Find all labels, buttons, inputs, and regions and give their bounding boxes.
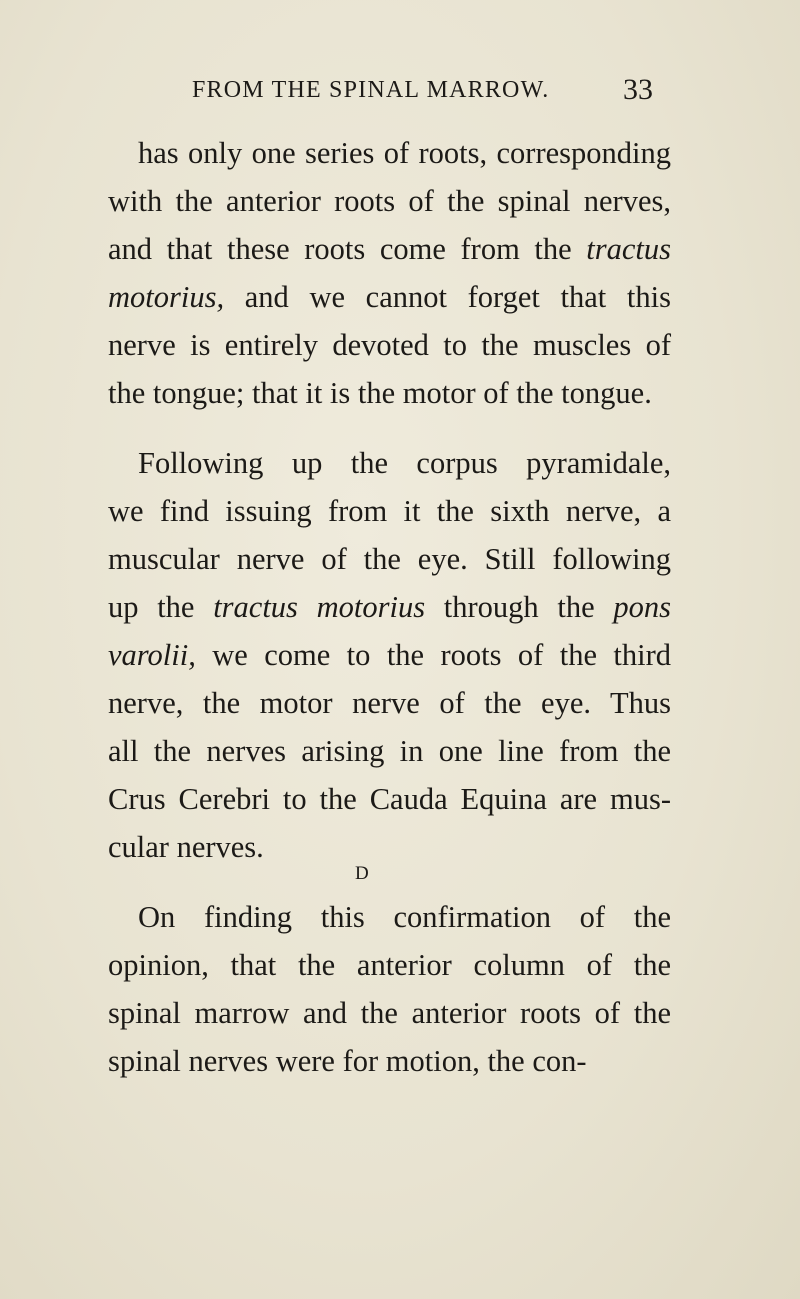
text-run: up the xyxy=(108,590,214,624)
text-run: with the anterior roots of the spinal nerves, xyxy=(108,184,671,218)
italic-run: motorius, xyxy=(108,280,225,314)
text-run: On finding this confirmation of the xyxy=(138,900,671,934)
running-title: FROM THE SPINAL MARROW. xyxy=(192,77,550,103)
text-run: through the xyxy=(425,590,614,624)
text-run: and we cannot forget that this xyxy=(224,280,671,314)
text-line xyxy=(108,583,671,631)
text-run: we find issuing from it the sixth nerve, a xyxy=(108,494,671,528)
text-line xyxy=(108,893,671,941)
text-run: spinal marrow and the anterior roots of the xyxy=(108,996,671,1030)
text-line xyxy=(108,273,671,321)
text-line xyxy=(108,727,671,775)
text-run: muscular nerve of the eye. Still following xyxy=(108,542,671,576)
signature-mark: D xyxy=(355,863,370,884)
text-line xyxy=(108,369,671,417)
text-line xyxy=(108,439,671,487)
text-run: nerve is entirely devoted to the muscles of xyxy=(108,328,671,362)
text-run: opinion, that the anterior column of the xyxy=(108,948,671,982)
text-run: spinal nerves were for motion, the con- xyxy=(108,1044,587,1078)
italic-run: varolii, xyxy=(108,638,196,672)
body-text xyxy=(108,129,671,1085)
text-run: Crus Cerebri to the Cauda Equina are mus- xyxy=(108,782,671,816)
text-line xyxy=(108,535,671,583)
text-run: all the nerves arising in one line from the xyxy=(108,734,671,768)
text-line xyxy=(108,775,671,823)
italic-run: tractus xyxy=(586,232,671,266)
italic-run: pons xyxy=(613,590,671,624)
text-run: the tongue; that it is the motor of the tongue. xyxy=(108,376,652,410)
italic-run: tractus motorius xyxy=(213,590,426,624)
text-run: and that these roots come from the xyxy=(108,232,587,266)
text-line xyxy=(108,487,671,535)
text-run: cular nerves. xyxy=(108,830,264,864)
text-line xyxy=(108,177,671,225)
page-number: 33 xyxy=(623,73,653,106)
running-head xyxy=(0,73,800,113)
text-run: has only one series of roots, corresponding xyxy=(138,136,671,170)
text-line xyxy=(108,321,671,369)
paragraph xyxy=(108,893,671,1085)
paragraph-gap xyxy=(108,871,671,893)
text-line xyxy=(108,989,671,1037)
text-run: Following up the corpus pyramidale, xyxy=(138,446,671,480)
text-run: nerve, the motor nerve of the eye. Thus xyxy=(108,686,671,720)
text-line xyxy=(108,823,671,871)
text-line xyxy=(108,631,671,679)
paragraph-gap xyxy=(108,417,671,439)
paragraph xyxy=(108,439,671,871)
text-line xyxy=(108,225,671,273)
text-line xyxy=(108,129,671,177)
text-line xyxy=(108,941,671,989)
text-run: we come to the roots of the third xyxy=(195,638,671,672)
paragraph xyxy=(108,129,671,417)
text-line xyxy=(108,1037,671,1085)
text-line xyxy=(108,679,671,727)
